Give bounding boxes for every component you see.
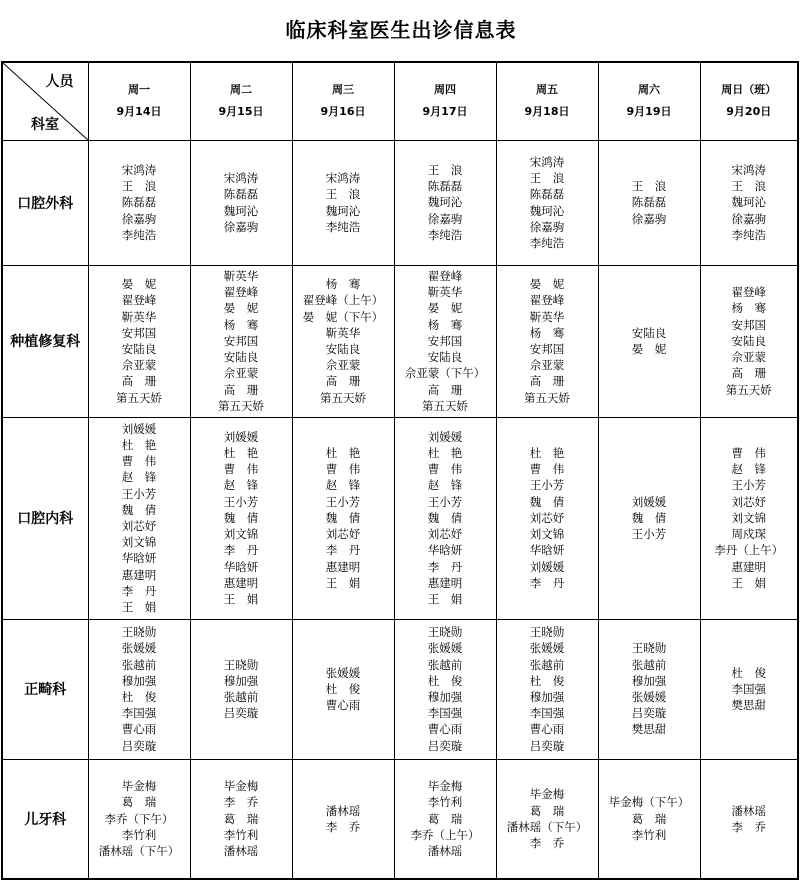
- doctor-name: 翟登峰: [121, 293, 157, 308]
- doctor-name: 王 娟: [223, 591, 259, 606]
- doctor-name: 赵 锋: [121, 470, 157, 485]
- doctor-name: 李乔（上午）: [410, 827, 480, 842]
- doctor-name: 王晓勋: [631, 641, 667, 656]
- doctor-name: 毕金梅（下午）: [608, 795, 690, 810]
- doctor-name: 张媛媛: [325, 665, 361, 680]
- schedule-cell: [292, 140, 394, 265]
- schedule-cell: [700, 417, 798, 619]
- doctor-name: 王 娟: [325, 575, 361, 590]
- doctor-name: 佘亚蒙（下午）: [404, 366, 486, 381]
- schedule-cell: [598, 619, 700, 759]
- doctor-name: 杜 艳: [427, 446, 463, 461]
- doctor-name: 王 浪: [325, 187, 361, 202]
- schedule-cell: [394, 759, 496, 879]
- doctor-name: 赵 锋: [731, 462, 766, 477]
- corner-label-dept: 科室: [31, 116, 59, 133]
- doctor-name: 毕金梅: [223, 779, 259, 794]
- doctor-name: 葛 瑞: [631, 811, 667, 826]
- doctor-name: 李乔（下午）: [104, 811, 174, 826]
- doctor-name: 李竹利: [631, 827, 667, 842]
- doctor-name: 葛 瑞: [427, 811, 463, 826]
- day-header: [700, 62, 798, 140]
- schedule-cell: [598, 265, 700, 417]
- schedule-cell: [496, 759, 598, 879]
- schedule-cell: [394, 265, 496, 417]
- doctor-name: 惠建明: [121, 567, 157, 582]
- doctor-name: 陈磊磊: [631, 195, 667, 210]
- doctor-name: 魏 倩: [631, 510, 667, 525]
- day-weekday: 周二: [230, 83, 252, 97]
- doctor-name: 曹心雨: [529, 722, 565, 737]
- schedule-cell: [700, 619, 798, 759]
- doctor-name: 靳英华: [325, 325, 361, 340]
- doctor-name: 李竹利: [223, 827, 259, 842]
- doctor-name: 翟登峰（上午）: [302, 293, 384, 308]
- doctor-name: 靳英华: [121, 309, 157, 324]
- doctor-name: 高 珊: [427, 382, 463, 397]
- doctor-name: 王 娟: [427, 591, 463, 606]
- doctor-name: 宋鸿涛: [731, 162, 766, 177]
- doctor-name: 杜 艳: [529, 446, 565, 461]
- doctor-name: 惠建明: [223, 575, 259, 590]
- doctor-name: 王 娟: [121, 600, 157, 615]
- doctor-name: 张越前: [121, 657, 157, 672]
- doctor-name: 杜 俊: [529, 673, 565, 688]
- doctor-name: 毕金梅: [121, 779, 157, 794]
- schedule-cell: [394, 619, 496, 759]
- schedule-cell: [190, 619, 292, 759]
- schedule-cell: [88, 140, 190, 265]
- doctor-name: 魏 倩: [223, 510, 259, 525]
- doctor-name: 魏 倩: [529, 494, 565, 509]
- department-name: 口腔外科: [2, 140, 88, 265]
- doctor-name: 穆加强: [223, 673, 259, 688]
- schedule-cell: [292, 265, 394, 417]
- doctor-name: 穆加强: [631, 673, 667, 688]
- doctor-name: 李竹利: [427, 795, 463, 810]
- doctor-name: 靳英华: [427, 285, 463, 300]
- day-weekday: 周六: [638, 83, 660, 97]
- doctor-name: 杜 艳: [223, 446, 259, 461]
- doctor-name: 高 珊: [325, 374, 361, 389]
- schedule-cell: [190, 265, 292, 417]
- doctor-name: 曹心雨: [325, 698, 361, 713]
- doctor-name: 高 珊: [223, 382, 259, 397]
- doctor-name: 张越前: [631, 657, 667, 672]
- day-header: [394, 62, 496, 140]
- doctor-name: 陈磊磊: [529, 187, 565, 202]
- schedule-cell: [190, 759, 292, 879]
- doctor-name: 李 丹: [427, 559, 463, 574]
- doctor-name: 周戍琛: [731, 527, 766, 542]
- schedule-cell: [292, 417, 394, 619]
- header-row: [2, 62, 798, 140]
- doctor-name: 葛 瑞: [121, 795, 157, 810]
- doctor-name: 刘芯妤: [325, 527, 361, 542]
- doctor-name: 王小芳: [325, 494, 361, 509]
- doctor-name: 曹 伟: [325, 462, 361, 477]
- doctor-name: 魏珂沁: [731, 195, 766, 210]
- doctor-name: 安陆良: [427, 350, 463, 365]
- doctor-name: 王晓勋: [529, 625, 565, 640]
- doctor-name: 晏 妮: [121, 277, 157, 292]
- doctor-name: 安陆良: [121, 342, 157, 356]
- doctor-name: 李 乔: [325, 819, 361, 834]
- day-date: 9月18日: [524, 105, 570, 119]
- doctor-name: 刘文锦: [223, 527, 259, 542]
- doctor-name: 毕金梅: [427, 779, 463, 794]
- doctor-name: 魏珂沁: [427, 195, 463, 210]
- doctor-name: 王 浪: [529, 171, 565, 186]
- doctor-name: 佘亚蒙: [731, 350, 766, 365]
- doctor-name: 安邦国: [427, 333, 463, 348]
- doctor-name: 翟登峰: [223, 285, 259, 300]
- doctor-name: 佘亚蒙: [325, 358, 361, 373]
- doctor-name: 魏 倩: [427, 510, 463, 525]
- doctor-name: 惠建明: [427, 575, 463, 590]
- doctor-name: 第五天娇: [320, 390, 366, 405]
- schedule-cell: [88, 417, 190, 619]
- schedule-cell: [700, 759, 798, 879]
- schedule-cell: [496, 140, 598, 265]
- doctor-name: 李纯浩: [121, 227, 157, 242]
- doctor-name: 晏 妮（下午）: [302, 309, 384, 324]
- doctor-name: 李纯浩: [325, 219, 361, 234]
- doctor-name: 李丹（上午）: [714, 543, 784, 558]
- day-date: 9月14日: [116, 105, 162, 119]
- doctor-name: 李竹利: [121, 827, 157, 842]
- doctor-name: 曹心雨: [427, 722, 463, 737]
- doctor-name: 翟登峰: [529, 293, 565, 308]
- doctor-name: 赵 锋: [223, 478, 259, 493]
- schedule-cell: [190, 140, 292, 265]
- doctor-name: 李 乔: [731, 819, 766, 834]
- page-title: 临床科室医生出诊信息表: [285, 18, 517, 42]
- doctor-name: 靳英华: [223, 269, 259, 284]
- doctor-name: 李 丹: [121, 583, 157, 598]
- doctor-name: 宋鸿涛: [223, 171, 259, 186]
- day-weekday: 周三: [332, 83, 354, 97]
- doctor-name: 安陆良: [223, 350, 259, 365]
- doctor-name: 惠建明: [731, 559, 766, 574]
- department-name: 正畸科: [2, 619, 88, 759]
- doctor-name: 吕奕璇: [529, 738, 565, 753]
- doctor-name: 魏 倩: [325, 510, 361, 525]
- doctor-name: 刘芯妤: [529, 510, 565, 525]
- doctor-name: 佘亚蒙: [529, 358, 565, 373]
- doctor-name: 第五天娇: [524, 390, 570, 405]
- doctor-name: 李纯浩: [427, 227, 463, 242]
- day-header: [496, 62, 598, 140]
- doctor-name: 第五天娇: [116, 390, 162, 405]
- doctor-name: 徐嘉驹: [223, 219, 259, 234]
- doctor-name: 刘芯妤: [731, 494, 766, 509]
- doctor-name: 杜 俊: [121, 690, 157, 704]
- doctor-name: 安邦国: [529, 342, 565, 356]
- schedule-cell: [190, 417, 292, 619]
- doctor-name: 潘林瑶: [427, 844, 463, 859]
- doctor-name: 华晗妍: [121, 551, 157, 566]
- doctor-name: 潘林瑶（下午）: [506, 819, 588, 834]
- doctor-name: 徐嘉驹: [731, 211, 766, 226]
- department-row: [2, 417, 798, 619]
- day-header: [292, 62, 394, 140]
- schedule-cell: [88, 619, 190, 759]
- doctor-name: 王 娟: [731, 575, 766, 590]
- day-date: 9月16日: [320, 105, 366, 119]
- doctor-name: 晏 妮: [529, 277, 565, 292]
- doctor-name: 晏 妮: [631, 342, 667, 356]
- doctor-name: 赵 锋: [427, 478, 463, 493]
- doctor-name: 潘林瑶: [223, 844, 259, 859]
- doctor-name: 宋鸿涛: [529, 154, 565, 169]
- doctor-name: 王 浪: [427, 162, 463, 177]
- doctor-name: 王晓勋: [223, 657, 259, 672]
- doctor-name: 宋鸿涛: [325, 171, 361, 186]
- doctor-name: 陈磊磊: [427, 179, 463, 194]
- doctor-name: 王小芳: [427, 494, 463, 509]
- doctor-name: 王小芳: [731, 478, 766, 493]
- department-rows: [2, 140, 798, 879]
- doctor-name: 安陆良: [631, 325, 667, 340]
- doctor-name: 李国强: [529, 706, 565, 721]
- doctor-name: 吕奕璇: [223, 706, 259, 721]
- doctor-name: 王晓勋: [121, 625, 157, 640]
- doctor-name: 王小芳: [529, 478, 565, 493]
- doctor-name: 张越前: [529, 657, 565, 672]
- doctor-name: 杜 俊: [731, 665, 766, 680]
- doctor-name: 曹 伟: [121, 454, 157, 469]
- doctor-name: 李国强: [731, 681, 766, 696]
- doctor-name: 张越前: [223, 690, 259, 704]
- doctor-name: 华晗妍: [223, 559, 259, 574]
- doctor-name: 张媛媛: [121, 641, 157, 656]
- doctor-name: 曹 伟: [731, 446, 766, 461]
- doctor-name: 徐嘉驹: [529, 219, 565, 234]
- department-name: 种植修复科: [2, 265, 88, 417]
- doctor-name: 华晗妍: [529, 543, 565, 558]
- doctor-name: 李纯浩: [529, 235, 565, 250]
- doctor-name: 杜 俊: [427, 673, 463, 688]
- schedule-cell: [700, 265, 798, 417]
- schedule-cell: [700, 140, 798, 265]
- doctor-name: 张越前: [427, 657, 463, 672]
- doctor-name: 安邦国: [121, 325, 157, 340]
- day-date: 9月15日: [218, 105, 264, 119]
- doctor-name: 魏珂沁: [223, 203, 259, 218]
- doctor-name: 王小芳: [631, 527, 667, 542]
- doctor-name: 刘芯妤: [121, 519, 157, 533]
- doctor-name: 刘文锦: [529, 527, 565, 542]
- day-weekday: 周四: [434, 83, 456, 97]
- department-row: [2, 140, 798, 265]
- doctor-name: 翟登峰: [731, 285, 766, 300]
- doctor-name: 魏 倩: [121, 502, 157, 517]
- corner-label-staff: 人员: [45, 74, 74, 90]
- doctor-name: 徐嘉驹: [427, 211, 463, 226]
- doctor-name: 王 浪: [121, 179, 157, 194]
- doctor-name: 杨 骞: [325, 277, 361, 292]
- doctor-name: 李 丹: [325, 543, 361, 558]
- doctor-name: 吕奕璇: [121, 738, 157, 753]
- doctor-name: 杜 俊: [325, 681, 361, 696]
- doctor-name: 陈磊磊: [121, 195, 157, 210]
- doctor-name: 樊思甜: [731, 698, 766, 713]
- doctor-name: 樊思甜: [631, 722, 667, 737]
- doctor-name: 安陆良: [325, 342, 361, 356]
- department-name: 儿牙科: [2, 759, 88, 879]
- doctor-name: 潘林瑶: [325, 803, 361, 818]
- doctor-name: 宋鸿涛: [121, 162, 157, 177]
- doctor-name: 刘媛媛: [223, 429, 259, 444]
- schedule-cell: [394, 417, 496, 619]
- doctor-name: 靳英华: [529, 309, 565, 324]
- doctor-name: 穆加强: [427, 690, 463, 704]
- doctor-name: 佘亚蒙: [223, 366, 259, 381]
- department-row: [2, 759, 798, 879]
- doctor-name: 徐嘉驹: [121, 211, 157, 226]
- doctor-name: 李 乔: [529, 835, 565, 850]
- day-weekday: 周一: [128, 83, 150, 97]
- schedule-cell: [496, 619, 598, 759]
- doctor-name: 晏 妮: [223, 301, 259, 316]
- schedule-cell: [598, 417, 700, 619]
- doctor-name: 葛 瑞: [529, 803, 565, 818]
- doctor-name: 魏珂沁: [325, 203, 361, 218]
- doctor-name: 佘亚蒙: [121, 358, 157, 373]
- doctor-name: 高 珊: [121, 374, 157, 389]
- doctor-name: 华晗妍: [427, 543, 463, 558]
- day-header: [190, 62, 292, 140]
- doctor-name: 刘媛媛: [529, 559, 565, 574]
- day-date: 9月20日: [726, 105, 772, 119]
- schedule-cell: [88, 759, 190, 879]
- doctor-name: 晏 妮: [427, 301, 463, 316]
- doctor-name: 李国强: [121, 706, 157, 721]
- schedule-cell: [496, 417, 598, 619]
- doctor-name: 杜 艳: [121, 437, 157, 452]
- day-header: [598, 62, 700, 140]
- doctor-name: 李 乔: [223, 795, 259, 810]
- corner-cell: [2, 62, 88, 140]
- doctor-name: 曹 伟: [529, 462, 565, 477]
- doctor-name: 潘林瑶: [731, 803, 766, 818]
- doctor-name: 张媛媛: [529, 641, 565, 656]
- department-name: 口腔内科: [2, 417, 88, 619]
- doctor-name: 王 浪: [731, 179, 766, 194]
- schedule-cell: [292, 619, 394, 759]
- day-weekday: 周日（班）: [721, 83, 777, 97]
- doctor-name: 葛 瑞: [223, 811, 259, 826]
- day-date: 9月19日: [626, 105, 672, 119]
- doctor-name: 潘林瑶（下午）: [98, 844, 180, 859]
- department-row: [2, 265, 798, 417]
- doctor-name: 王晓勋: [427, 625, 463, 640]
- doctor-name: 惠建明: [325, 559, 361, 574]
- doctor-name: 杨 骞: [427, 317, 463, 332]
- doctor-name: 曹 伟: [223, 462, 259, 477]
- doctor-name: 徐嘉驹: [631, 211, 667, 226]
- doctor-name: 赵 锋: [325, 478, 361, 493]
- doctor-name: 李 丹: [223, 543, 259, 558]
- doctor-name: 高 珊: [529, 374, 565, 389]
- doctor-name: 毕金梅: [529, 787, 565, 802]
- doctor-name: 吕奕璇: [631, 706, 667, 721]
- schedule-cell: [88, 265, 190, 417]
- doctor-name: 刘文锦: [121, 535, 157, 550]
- doctor-name: 刘媛媛: [631, 494, 667, 509]
- schedule-cell: [292, 759, 394, 879]
- doctor-name: 杜 艳: [325, 446, 361, 461]
- doctor-name: 刘媛媛: [121, 421, 157, 436]
- doctor-name: 张媛媛: [631, 690, 667, 704]
- doctor-name: 第五天娇: [218, 398, 264, 413]
- doctor-name: 李 丹: [529, 575, 565, 590]
- doctor-name: 杨 骞: [529, 325, 565, 340]
- doctor-name: 曹 伟: [427, 462, 463, 477]
- doctor-name: 刘媛媛: [427, 429, 463, 444]
- doctor-name: 翟登峰: [427, 269, 463, 284]
- doctor-name: 高 珊: [731, 366, 766, 381]
- doctor-name: 刘芯妤: [427, 527, 463, 542]
- day-date: 9月17日: [422, 105, 468, 119]
- doctor-name: 刘文锦: [731, 510, 766, 525]
- doctor-name: 安邦国: [731, 317, 766, 332]
- doctor-name: 杨 骞: [731, 301, 766, 316]
- doctor-name: 穆加强: [529, 690, 565, 704]
- schedule-cell: [496, 265, 598, 417]
- doctor-name: 陈磊磊: [223, 187, 259, 202]
- doctor-name: 王小芳: [223, 494, 259, 509]
- doctor-name: 穆加强: [121, 673, 157, 688]
- doctor-name: 安邦国: [223, 333, 259, 348]
- day-weekday: 周五: [536, 83, 558, 97]
- doctor-name: 李纯浩: [731, 227, 766, 242]
- schedule-cell: [598, 759, 700, 879]
- doctor-name: 王小芳: [121, 486, 157, 501]
- doctor-name: 曹心雨: [121, 722, 157, 737]
- doctor-name: 安陆良: [731, 333, 766, 348]
- schedule-cell: [394, 140, 496, 265]
- schedule-cell: [598, 140, 700, 265]
- doctor-name: 第五天娇: [725, 382, 772, 397]
- doctor-name: 第五天娇: [422, 398, 468, 413]
- day-header: [88, 62, 190, 140]
- doctor-name: 李国强: [427, 706, 463, 721]
- doctor-name: 张媛媛: [427, 641, 463, 656]
- doctor-name: 杨 骞: [223, 317, 259, 332]
- doctor-name: 吕奕璇: [427, 738, 463, 753]
- schedule-table: [1, 61, 799, 880]
- doctor-name: 魏珂沁: [529, 203, 565, 218]
- doctor-name: 王 浪: [631, 179, 667, 194]
- department-row: [2, 619, 798, 759]
